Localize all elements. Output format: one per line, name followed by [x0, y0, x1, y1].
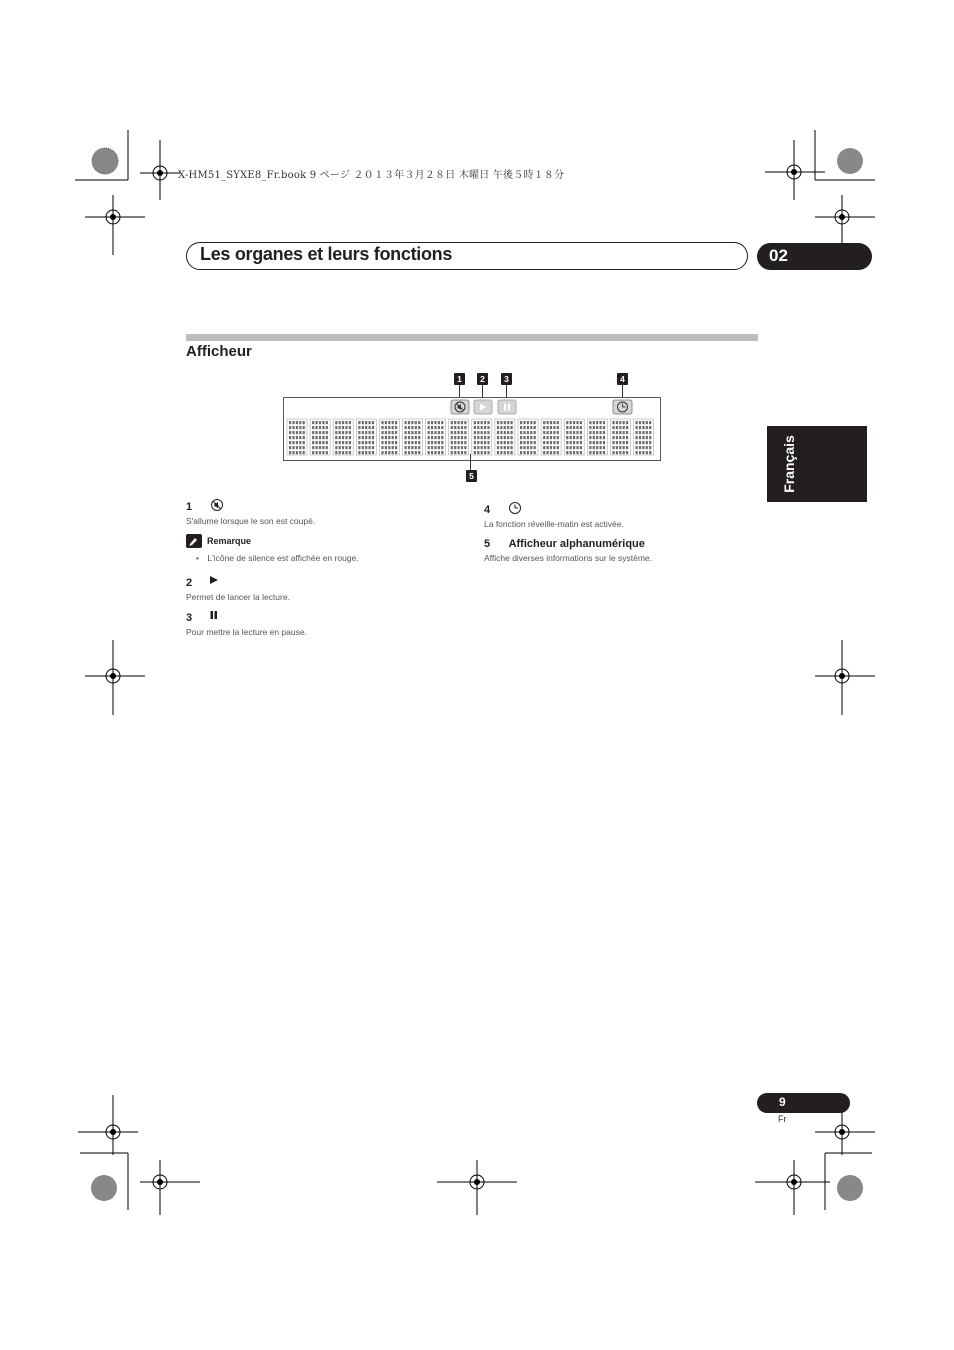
item-5-number: 5	[484, 538, 491, 550]
page-language-code: Fr	[778, 1114, 787, 1124]
print-header: X-HM51_SYXE8_Fr.book 9 ページ ２０１３年３月２８日 木曜日 午後５時１８分	[178, 170, 565, 181]
section-title: Afficheur	[186, 343, 252, 360]
item-1-number: 1	[186, 501, 193, 513]
registration-mark-bottom-left-2	[140, 1160, 220, 1240]
item-4-number: 4	[484, 504, 491, 516]
bullet-icon: •	[196, 553, 199, 563]
note-title: Remarque	[207, 536, 252, 546]
chapter-number-badge	[757, 243, 872, 270]
callout-2: 2	[477, 373, 488, 385]
play-icon	[474, 400, 492, 414]
item-3	[186, 608, 307, 637]
item-3-description: Pour mettre la lecture en pause.	[186, 627, 307, 637]
callout-5: 5	[466, 470, 477, 482]
registration-mark-left-middle	[85, 640, 165, 720]
mute-icon	[451, 400, 469, 414]
chapter-number: 02	[769, 246, 788, 265]
note-icon	[186, 534, 202, 548]
mute-icon	[210, 498, 224, 512]
item-2-number: 2	[186, 577, 193, 589]
page-number-badge	[757, 1093, 850, 1113]
note-bullet	[196, 553, 359, 563]
language-tab-label: Français	[781, 435, 797, 493]
page-number: 9	[779, 1095, 786, 1109]
registration-mark-left-upper	[85, 195, 165, 275]
pause-icon	[498, 400, 516, 414]
item-2	[186, 573, 290, 602]
clock-icon	[508, 501, 522, 515]
callout-1: 1	[454, 373, 465, 385]
section-divider	[186, 334, 758, 341]
callout-3: 3	[501, 373, 512, 385]
play-icon	[209, 575, 219, 585]
registration-mark-bottom-center	[437, 1160, 517, 1240]
language-tab	[767, 426, 867, 502]
item-2-description: Permet de lancer la lecture.	[186, 592, 290, 602]
display-diagram	[280, 370, 670, 485]
registration-mark-right-middle	[815, 640, 895, 720]
pause-icon	[209, 610, 219, 620]
item-3-number: 3	[186, 612, 193, 624]
note-bullet-text: L'icône de silence est affichée en rouge.	[207, 553, 359, 563]
clock-icon	[613, 400, 632, 414]
item-5-description: Affiche diverses informations sur le système.	[484, 553, 653, 563]
item-1-description: S'allume lorsque le son est coupé.	[186, 516, 316, 526]
item-5	[484, 534, 652, 563]
item-4-description: La fonction réveille-matin est activée.	[484, 519, 624, 529]
chapter-title: Les organes et leurs fonctions	[200, 244, 453, 264]
display-panel	[280, 370, 670, 485]
callout-4: 4	[617, 373, 628, 385]
item-4	[484, 500, 624, 529]
item-5-label: Afficheur alphanumérique	[508, 538, 645, 550]
item-1	[186, 497, 315, 526]
